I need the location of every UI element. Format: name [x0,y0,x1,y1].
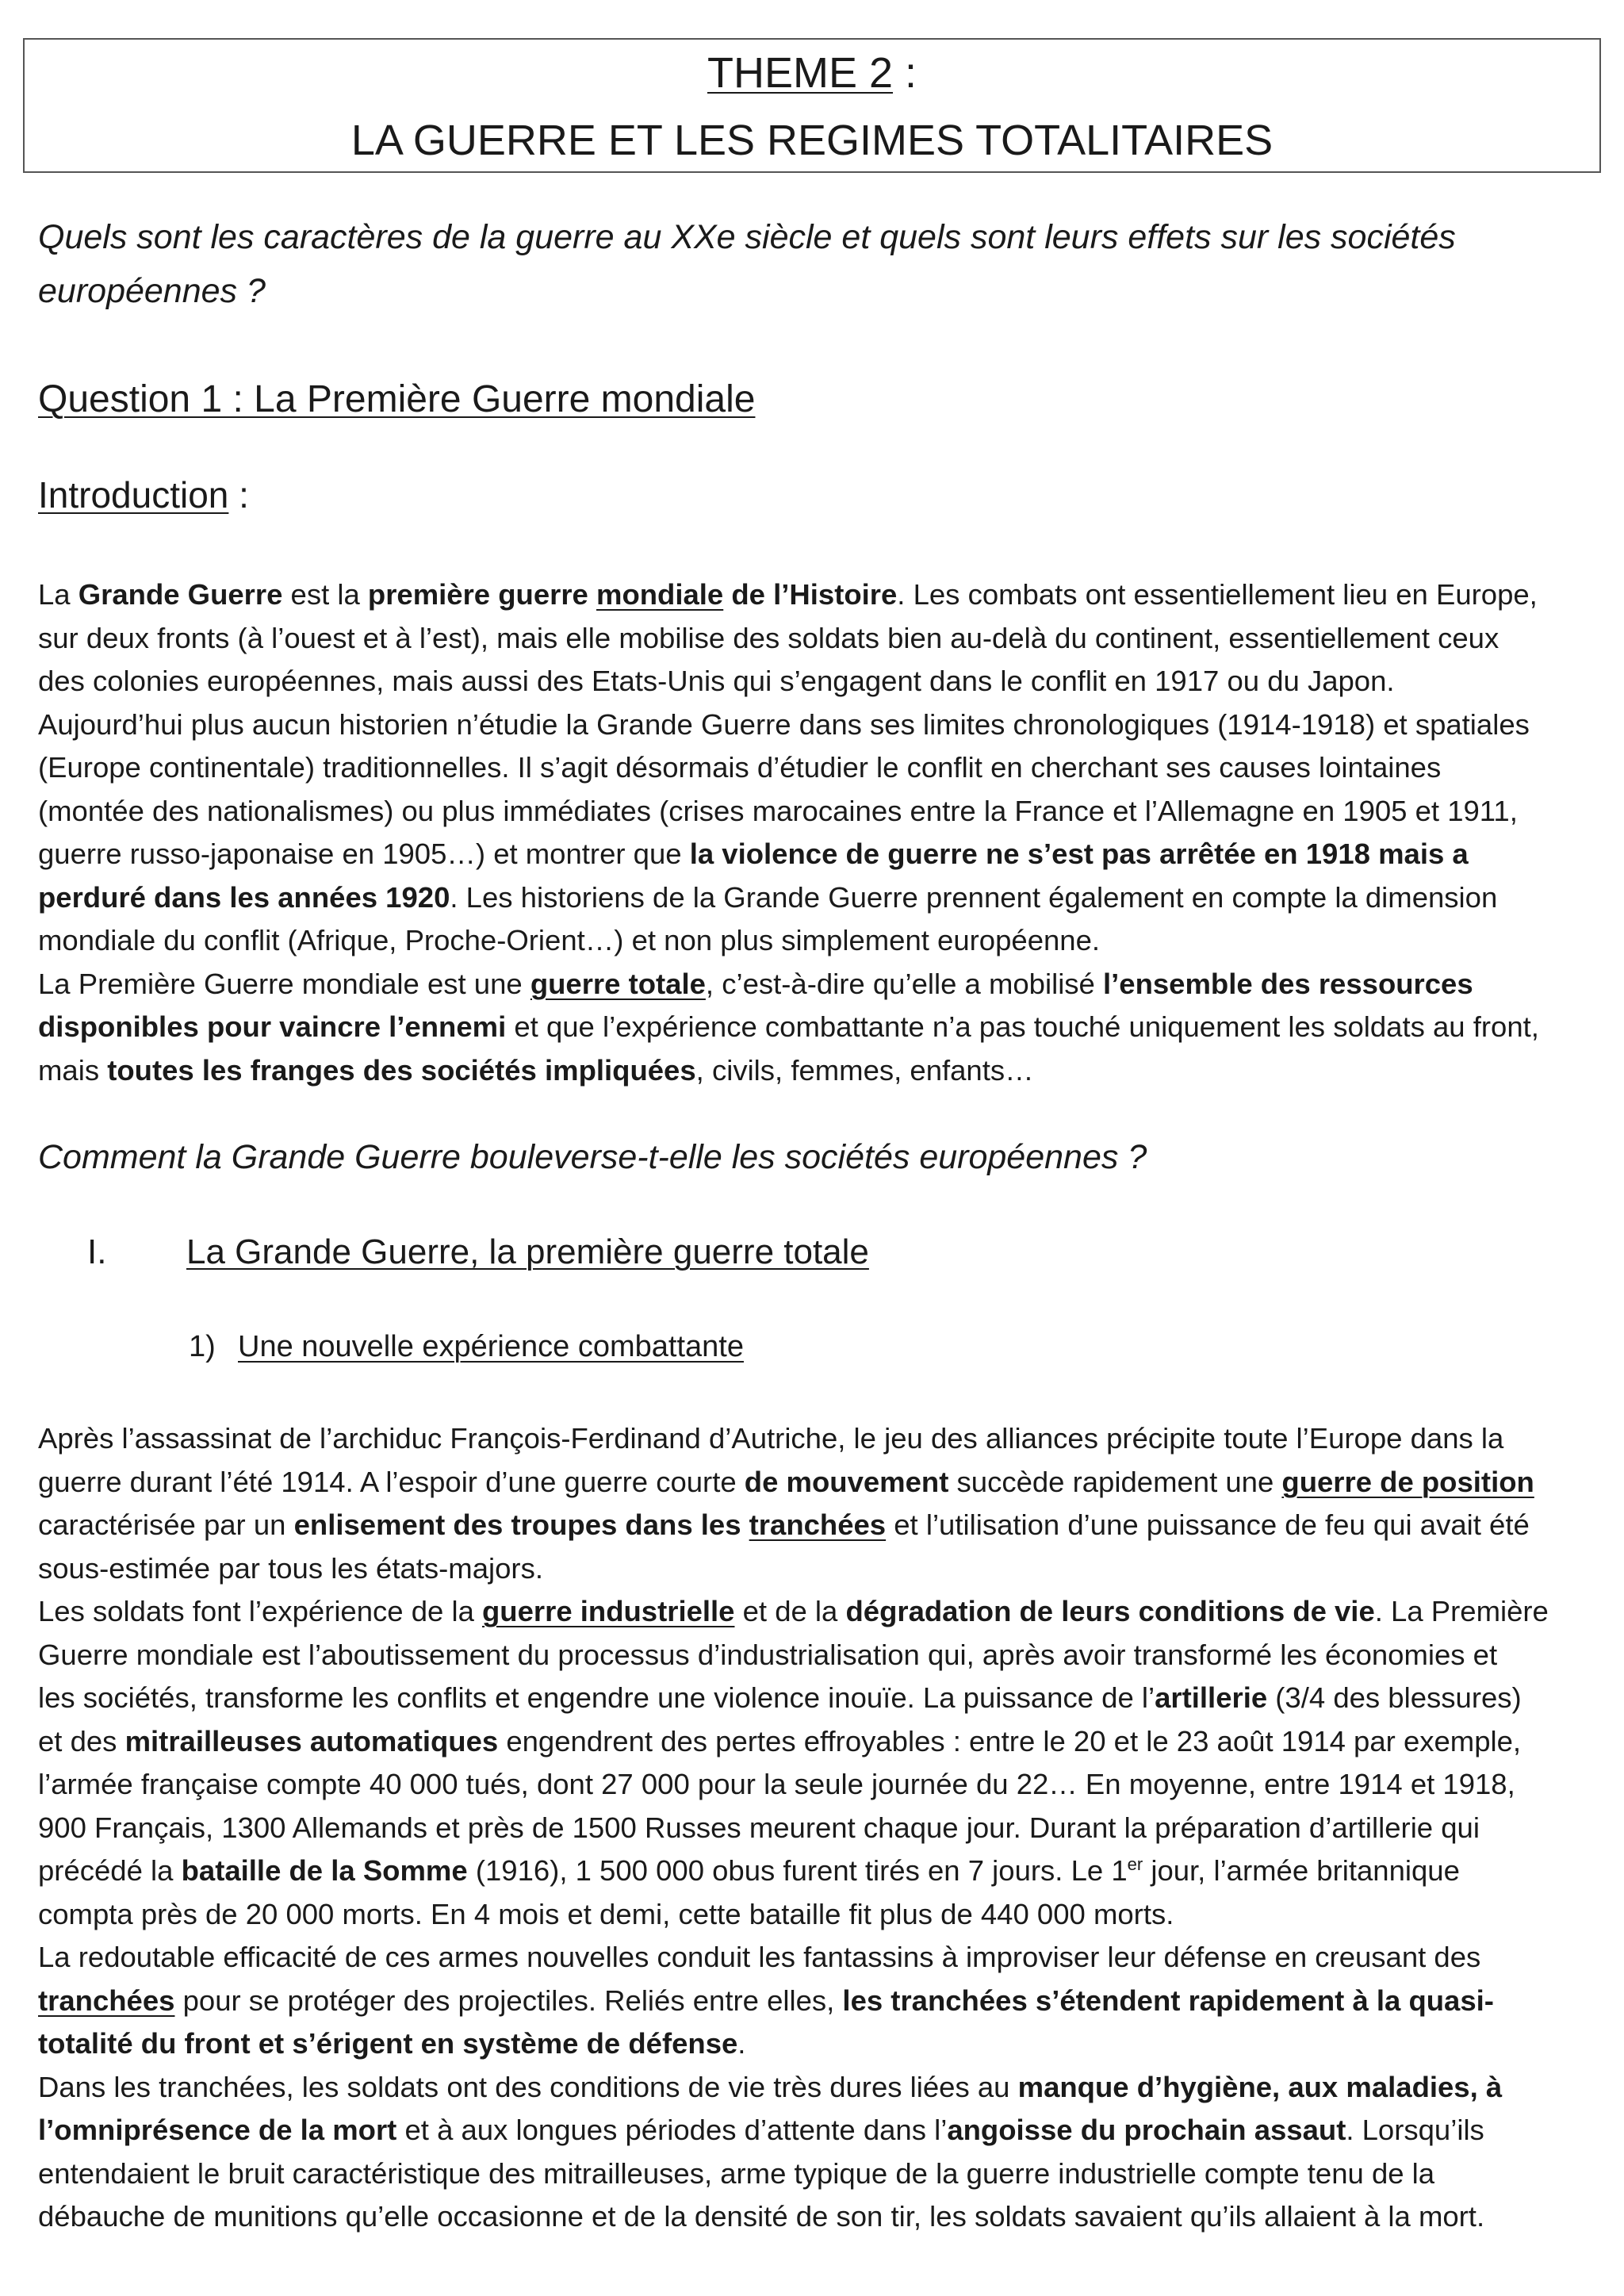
text-line: (Europe continentale) traditionnelles. Il s’agit désormais d’étudier le conflit en cherchant ses causes lointaines [38,751,1442,784]
text-line: débauche de munitions qu’elle occasionne et de la densité de son tir, les soldats savaient qu’ils allaient à la mort. [38,2200,1485,2233]
section-title: La Grande Guerre, la première guerre totale [186,1232,869,1271]
theme-label: THEME 2 [707,49,894,97]
text-line: La Première Guerre mondiale est une guerre totale, c’est-à-dire qu’elle a mobilisé l’ensemble des ressources [38,967,1473,1000]
text-line: l’omniprésence de la mort et à aux longues périodes d’attente dans l’angoisse du prochain assaut. Lorsqu’ils [38,2114,1484,2146]
text-line: La redoutable efficacité de ces armes nouvelles conduit les fantassins à improviser leur défense en creusant des [38,1941,1481,1973]
text-line: mondiale du conflit (Afrique, Proche-Orient…) et non plus simplement européenne. [38,924,1101,956]
text-line: sous-estimée par tous les états-majors. [38,1551,543,1585]
text-line: tranchées pour se protéger des projectiles. Reliés entre elles, les tranchées s’étendent rapidement à la quasi- [38,1984,1494,2017]
intro-heading-suffix: : [228,474,249,516]
text-line: Les soldats font l’expérience de la guerre industrielle et de la dégradation de leurs conditions de vie. La Première [38,1595,1549,1627]
text-line: totalité du front et s’érigent en système de défense. [38,2027,746,2060]
text-line: entendaient le bruit caractéristique des mitrailleuses, arme typique de la guerre industrielle compte tenu de la [38,2156,1435,2190]
intro-heading-label: Introduction [38,474,229,516]
section-number: I. [87,1232,107,1271]
text-line: l’armée française compte 40 000 tués, dont 27 000 pour la seule journée du 22… En moyenne, entre 1914 et 1918, [38,1768,1515,1800]
text-line: Guerre mondiale est l’aboutissement du processus d’industrialisation qui, après avoir transformé les économies et [38,1638,1498,1671]
text-line: les sociétés, transforme les conflits et engendre une violence inouïe. La puissance de l’artillerie (3/4 des blessures) [38,1681,1522,1714]
text-line: Aujourd’hui plus aucun historien n’étudie la Grande Guerre dans ses limites chronologiques (1914-1918) et spatiales [38,707,1530,741]
text-line: 900 Français, 1300 Allemands et près de 1500 Russes meurent chaque jour. Durant la préparation d’artillerie qui [38,1811,1480,1844]
theme-title [25,40,1599,107]
text-line: précédé la bataille de la Somme (1916), 1 500 000 obus furent tirés en 7 jours. Le 1er jour, l’armée britannique [38,1853,1460,1887]
main-question: Quels sont les caractères de la guerre au XXe siècle et quels sont leurs effets sur les sociétés européennes ? [38,218,1456,310]
intro-heading [38,468,249,522]
text-line: guerre durant l’été 1914. A l’espoir d’une guerre courte de mouvement succède rapidement une guerre de position [38,1465,1534,1498]
theme-suffix: : [893,49,917,97]
section-heading [87,1225,869,1279]
text-line: et des mitrailleuses automatiques engendrent des pertes effroyables : entre le 20 et le 23 août 1914 par exemple, [38,1724,1522,1757]
text-line: perduré dans les années 1920. Les historiens de la Grande Guerre prennent également en compte la dimension [38,880,1498,914]
section-paragraphs [38,1417,1600,2239]
text-line: Après l’assassinat de l’archiduc François-Ferdinand d’Autriche, le jeu des alliances précipite toute l’Europe dans la [38,1422,1504,1455]
text-line: caractérisée par un enlisement des troupes dans les tranchées et l’utilisation d’une puissance de feu qui avait été [38,1508,1530,1541]
text-line: La Grande Guerre est la première guerre mondiale de l’Histoire. Les combats ont essentiellement lieu en Europe, [38,578,1538,611]
subsection-heading [189,1323,744,1370]
theme-subtitle: LA GUERRE ET LES REGIMES TOTALITAIRES [350,117,1274,164]
question-heading: Question 1 : La Première Guerre mondiale [38,378,756,420]
intro-paragraphs [38,573,1600,1092]
text-line: mais toutes les franges des sociétés impliquées, civils, femmes, enfants… [38,1053,1034,1087]
subsection-number: 1) [189,1330,216,1363]
text-line: compta près de 20 000 morts. En 4 mois et demi, cette bataille fit plus de 440 000 morts. [38,1897,1174,1930]
text-line: (montée des nationalismes) ou plus immédiates (crises marocaines entre la France et l’Allemagne en 1905 et 1911, [38,794,1518,827]
subsection-title: Une nouvelle expérience combattante [238,1330,744,1363]
text-line: sur deux fronts (à l’ouest et à l’est), mais elle mobilise des soldats bien au-delà du continent, essentiellement ceux [38,621,1500,654]
title-box [23,38,1601,173]
text-line: guerre russo-japonaise en 1905…) et montrer que la violence de guerre ne s’est pas arrêtée en 1918 mais a [38,838,1469,870]
sub-question: Comment la Grande Guerre bouleverse-t-elle les sociétés européennes ? [38,1138,1147,1176]
text-line: des colonies européennes, mais aussi des Etats-Unis qui s’engagent dans le conflit en 1917 ou du Japon. [38,665,1395,697]
text-line: Dans les tranchées, les soldats ont des conditions de vie très dures liées au manque d’hygiène, aux maladies, à [38,2070,1503,2103]
text-line: disponibles pour vaincre l’ennemi et que l’expérience combattante n’a pas touché uniquement les soldats au front, [38,1010,1539,1043]
